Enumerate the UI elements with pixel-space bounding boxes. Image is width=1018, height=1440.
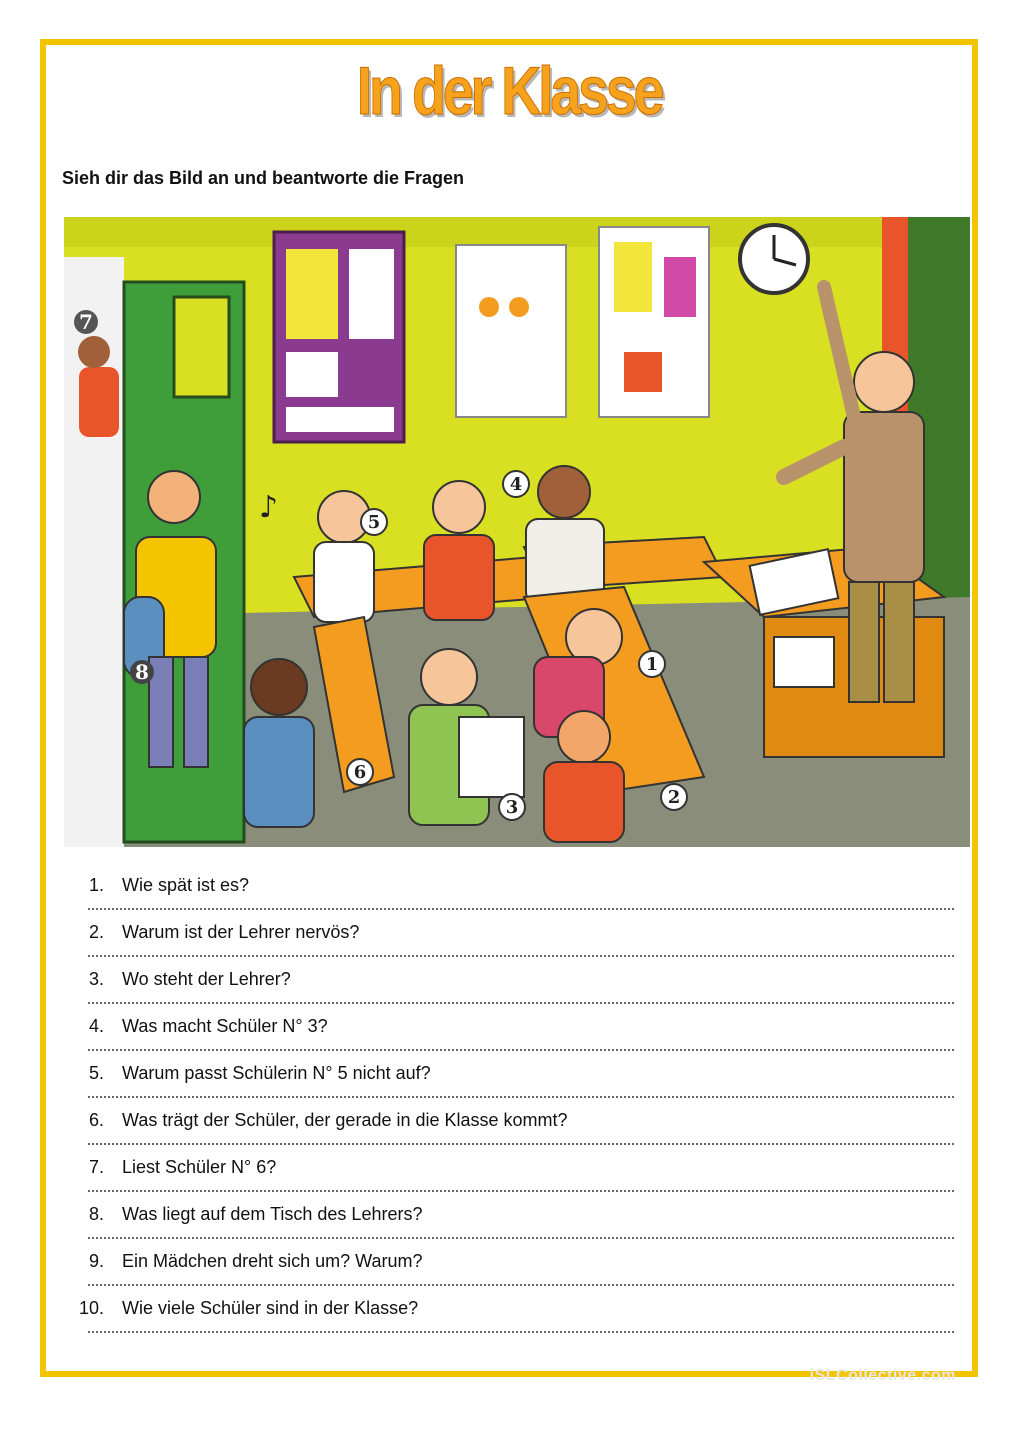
worksheet-title: In der Klasse	[356, 53, 662, 129]
classroom-illustration	[64, 217, 970, 847]
answer-line[interactable]	[88, 1002, 954, 1004]
picture-number-6: 6	[353, 762, 367, 783]
answer-line[interactable]	[88, 1190, 954, 1192]
picture-number-2: 2	[667, 787, 681, 808]
question-text: Warum passt Schülerin N° 5 nicht auf?	[122, 1063, 431, 1083]
question-list	[74, 872, 954, 1342]
picture-number-5: 5	[367, 512, 381, 533]
question-text: Was trägt der Schüler, der gerade in die Klasse kommt?	[122, 1110, 568, 1130]
picture-number-4: 4	[509, 474, 523, 495]
question-item	[74, 1013, 954, 1060]
instruction-text: Sieh dir das Bild an und beantworte die Fragen	[62, 168, 465, 188]
question-number: 8.	[88, 1204, 104, 1224]
question-item	[74, 966, 954, 1013]
question-number: 3.	[88, 969, 104, 989]
question-item	[74, 1248, 954, 1295]
picture-number-8: 8	[135, 660, 149, 684]
question-number: 2.	[88, 922, 104, 942]
answer-line[interactable]	[88, 1237, 954, 1239]
question-text: Liest Schüler N° 6?	[122, 1157, 277, 1177]
question-item	[74, 919, 954, 966]
question-item	[74, 1295, 954, 1342]
question-number: 4.	[88, 1016, 104, 1036]
answer-line[interactable]	[88, 955, 954, 957]
question-text: Ein Mädchen dreht sich um? Warum?	[122, 1251, 423, 1271]
answer-line[interactable]	[88, 908, 954, 910]
question-number: 1.	[88, 875, 104, 895]
question-item	[74, 1060, 954, 1107]
picture-number-1: 1	[645, 654, 659, 675]
picture-number-3: 3	[505, 797, 519, 818]
answer-line[interactable]	[88, 1143, 954, 1145]
answer-line[interactable]	[88, 1049, 954, 1051]
question-text: Was macht Schüler N° 3?	[122, 1016, 328, 1036]
question-number: 5.	[88, 1063, 104, 1083]
question-number: 9.	[88, 1251, 104, 1271]
answer-line[interactable]	[88, 1096, 954, 1098]
question-text: Wie viele Schüler sind in der Klasse?	[122, 1298, 419, 1318]
question-text: Warum ist der Lehrer nervös?	[122, 922, 360, 942]
question-text: Wie spät ist es?	[122, 875, 250, 895]
question-item	[74, 1107, 954, 1154]
watermark: iSLCollective.com	[809, 1367, 956, 1384]
question-item	[74, 1154, 954, 1201]
question-number: 7.	[88, 1157, 104, 1177]
picture-number-7: 7	[79, 310, 93, 334]
answer-line[interactable]	[88, 1331, 954, 1333]
question-item	[74, 872, 954, 919]
question-text: Was liegt auf dem Tisch des Lehrers?	[122, 1204, 423, 1224]
question-item	[74, 1201, 954, 1248]
svg-text:♪: ♪	[259, 490, 279, 525]
question-number: 10.	[78, 1298, 104, 1318]
question-text: Wo steht der Lehrer?	[122, 969, 291, 989]
answer-line[interactable]	[88, 1284, 954, 1286]
question-number: 6.	[88, 1110, 104, 1130]
